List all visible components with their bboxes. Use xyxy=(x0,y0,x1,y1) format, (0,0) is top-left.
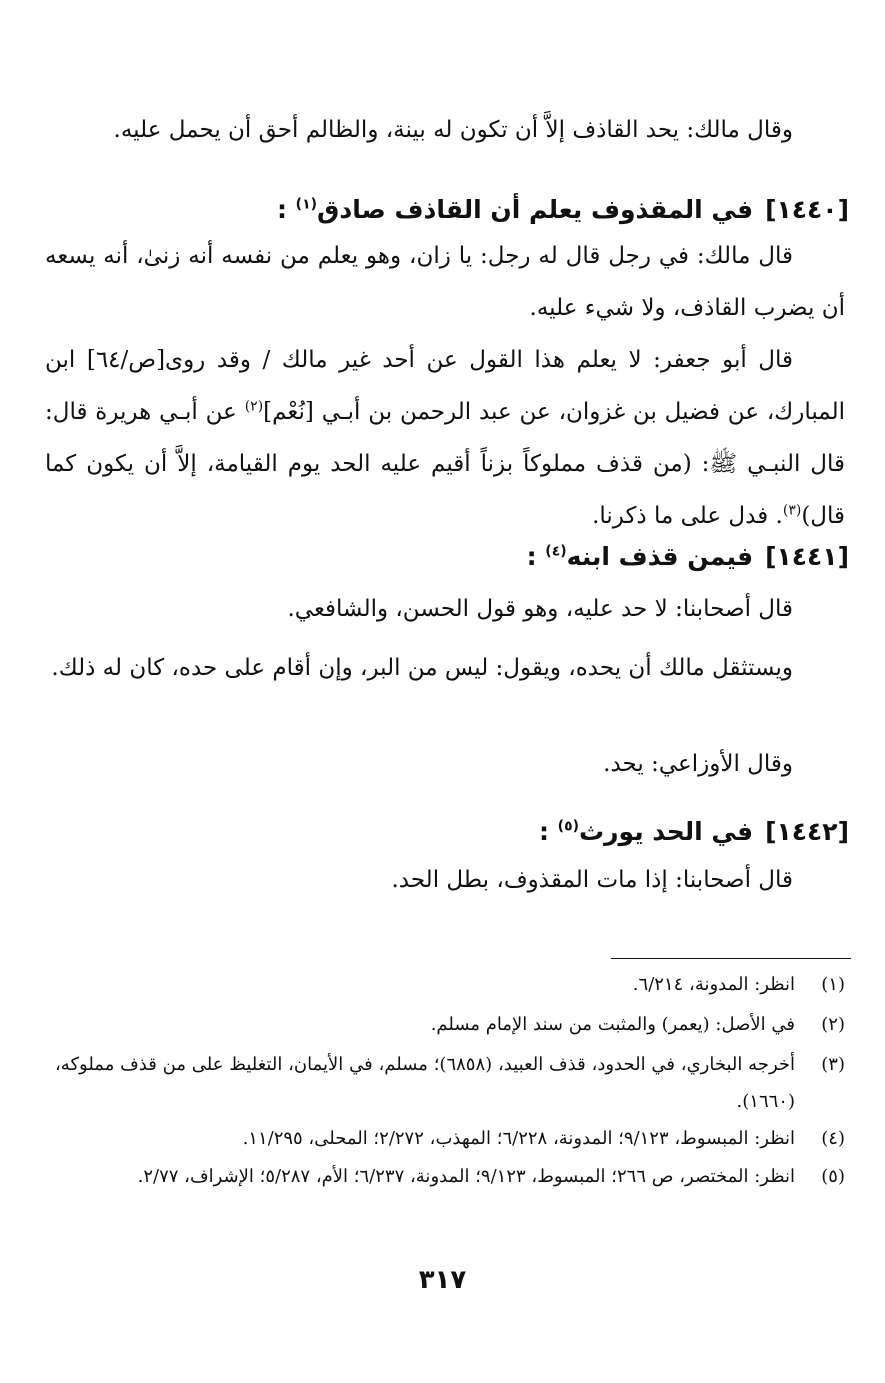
footnote-5 xyxy=(55,1158,845,1195)
heading-colon: : xyxy=(538,817,549,846)
footnote-ref: (٥) xyxy=(557,818,580,835)
footnote-text: أخرجه البخاري، في الحدود، قذف العبيد، (٦٨٥٨)؛ مسلم، في الأيمان، التغليظ على من قذف مملوكه، (١٦٦٠). xyxy=(55,1054,796,1112)
paragraph-awzai: وقال الأوزاعي: يحد. xyxy=(603,751,793,777)
footnote-mark: (٢) xyxy=(821,1014,845,1035)
footnote-mark: (٣) xyxy=(821,1054,845,1075)
section-number: [١٤٤١] xyxy=(765,542,849,571)
footnote-ref: (٣) xyxy=(782,502,802,519)
section-title: في المقذوف يعلم أن القاذف صادق xyxy=(317,195,754,224)
paragraph-ashabuna-hasan: قال أصحابنا: لا حد عليه، وهو قول الحسن، والشافعي. xyxy=(287,596,793,622)
footnote-mark: (٤) xyxy=(821,1128,845,1149)
section-heading-1442 xyxy=(539,812,849,852)
paragraph-text: قال أبو جعفر: لا يعلم هذا القول عن أحد غير مالك / وقد روى[ص/٦٤] ابن المبارك، عن فضيل بن غزوان، عن عبد الرحمن بن أبـي [نُعْم] xyxy=(45,347,845,425)
paragraph-ashabuna-mawt: قال أصحابنا: إذا مات المقذوف، بطل الحد. xyxy=(391,867,793,893)
footnote-ref: (٤) xyxy=(545,543,567,560)
paragraph-abu-jafar xyxy=(45,334,845,542)
paragraph-text: . فدل على ما ذكرنا. xyxy=(592,503,783,529)
paragraph-malik-qadhif: وقال مالك: يحد القاذف إلاَّ أن تكون له بينة، والظالم أحق أن يحمل عليه. xyxy=(113,117,793,143)
section-number: [١٤٤٢] xyxy=(765,817,849,846)
heading-colon: : xyxy=(276,195,287,224)
section-number: [١٤٤٠] xyxy=(765,195,849,224)
heading-colon: : xyxy=(526,542,537,571)
section-heading-1440 xyxy=(277,190,849,230)
footnote-3 xyxy=(55,1046,845,1120)
paragraph-malik-yastathqil: ويستثقل مالك أن يحده، ويقول: ليس من البر، وإن أقام على حده، كان له ذلك. xyxy=(51,655,793,681)
paragraph-malik-rajul: قال مالك: في رجل قال له رجل: يا زان، وهو يعلم من نفسه أنه زنىٰ، أنه يسعه أن يضرب القاذف، ولا شيء عليه. xyxy=(45,243,845,321)
footnote-text: انظر: المبسوط، ٩/١٢٣؛ المدونة، ٦/٢٢٨؛ المهذب، ٢/٢٧٢؛ المحلى، ١١/٢٩٥. xyxy=(242,1128,795,1149)
footnote-2 xyxy=(55,1006,845,1043)
footnote-text: في الأصل: (يعمر) والمثبت من سند الإمام مسلم. xyxy=(430,1014,795,1035)
footnote-ref: (١) xyxy=(295,196,318,213)
footnote-1 xyxy=(55,966,845,1003)
footnote-separator xyxy=(611,958,851,959)
footnote-text: انظر: المختصر، ص ٢٦٦؛ المبسوط، ٩/١٢٣؛ المدونة، ٦/٢٣٧؛ الأم، ٥/٢٨٧؛ الإشراف، ٢/٧٧. xyxy=(137,1166,795,1187)
footnote-ref: (٢) xyxy=(244,398,264,415)
section-heading-1441 xyxy=(527,537,849,577)
section-title: فيمن قذف ابنه xyxy=(566,542,754,571)
paragraph-text: عن أبـي هريرة قال: قال النبـي ﷺ: (من قذف مملوكاً بزناً أقيم عليه الحد يوم القيامة، إلاَّ أن يكون كما قال) xyxy=(45,399,846,529)
footnote-text: انظر: المدونة، ٦/٢١٤. xyxy=(632,974,795,995)
footnote-4 xyxy=(55,1120,845,1157)
footnote-mark: (١) xyxy=(821,974,845,995)
section-title: في الحد يورث xyxy=(579,817,754,846)
footnote-mark: (٥) xyxy=(821,1166,845,1187)
page-number: ٣١٧ xyxy=(418,1265,467,1295)
